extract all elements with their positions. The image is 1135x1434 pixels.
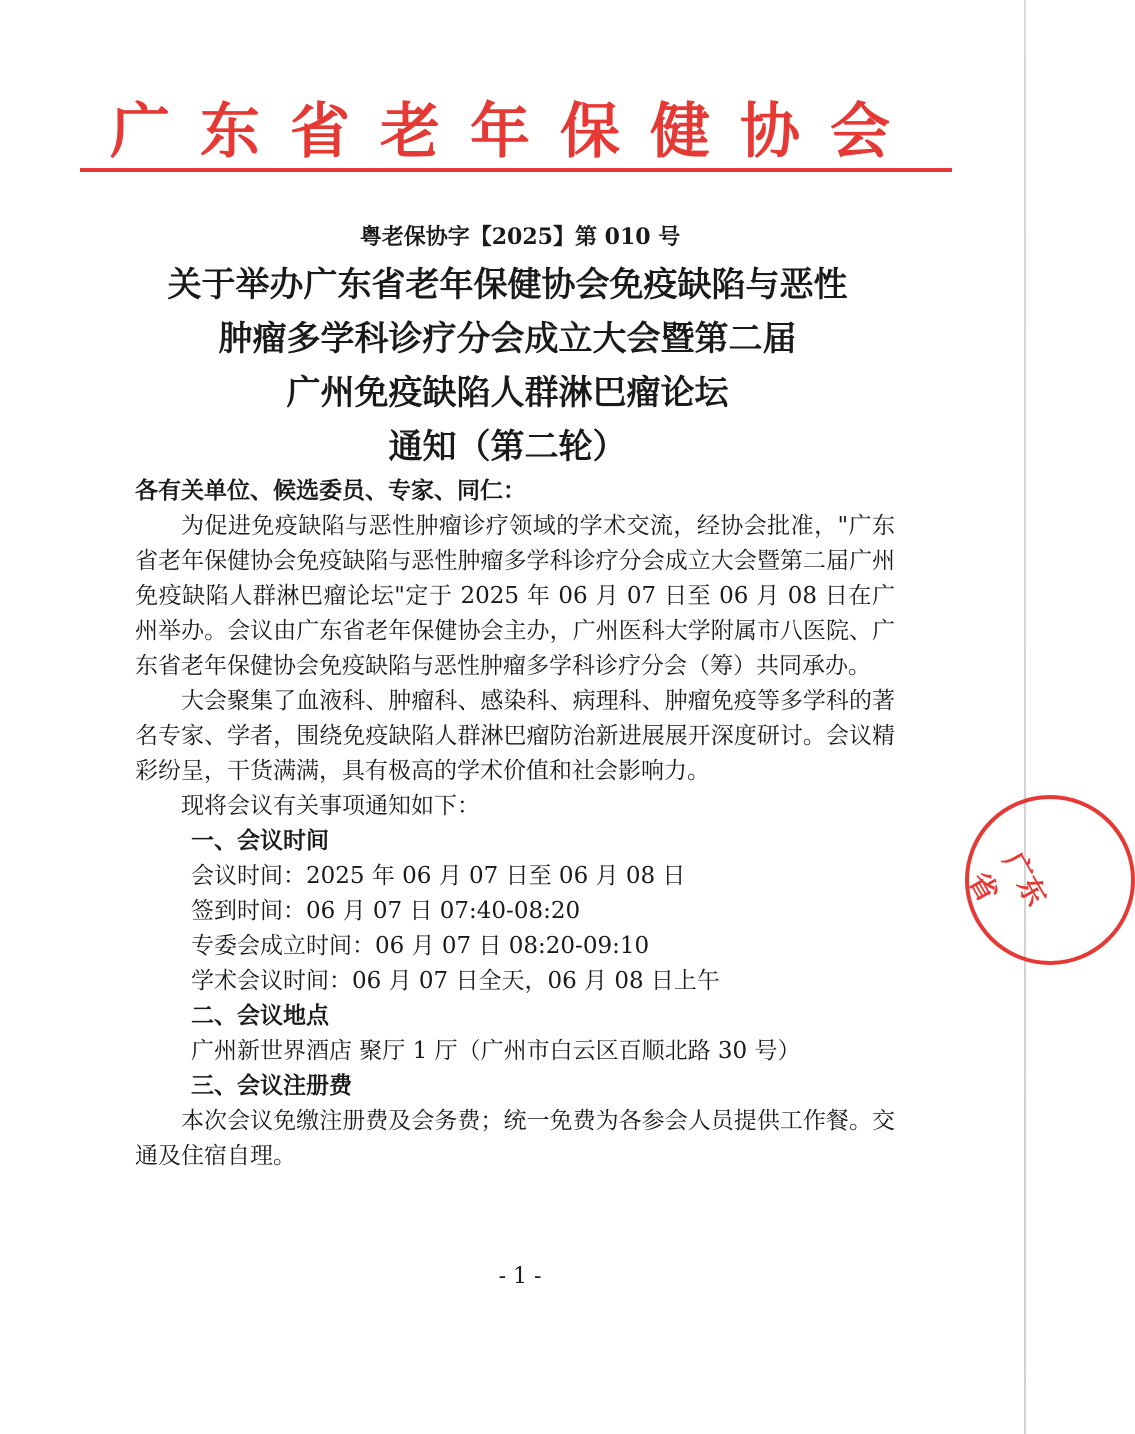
list-item: 签到时间：06 月 07 日 07:40-08:20 bbox=[191, 898, 581, 924]
title-line-1: 关于举办广东省老年保健协会免疫缺陷与恶性 bbox=[167, 265, 848, 305]
page-number: - 1 - bbox=[498, 1264, 542, 1289]
paragraph-fee: 本次会议免缴注册费及会务费；统一免费为各参会人员提供工作餐。交通及住宿自理。 bbox=[135, 1108, 895, 1169]
section-heading-time: 一、会议时间 bbox=[191, 828, 329, 854]
paragraph-intro: 为促进免疫缺陷与恶性肿瘤诊疗领域的学术交流，经协会批准，"广东省老年保健协会免疫缺陷与恶性肿瘤多学科诊疗分会成立大会暨第二届广州免疫缺陷人群淋巴瘤论坛"定于 2025 年 06 月 07 日至 06 月 08 日在广州举办。会议由广东省老年保健协会主办，广州医科大学附属市八医院、广东省老年保健协会免疫缺陷与恶性肿瘤多学科诊疗分会（筹）共同承办。 bbox=[135, 513, 895, 679]
page-edge bbox=[1024, 0, 1026, 1434]
section-heading-fee: 三、会议注册费 bbox=[191, 1073, 352, 1099]
letterhead: 广东省老年保健协会 bbox=[110, 97, 920, 167]
salutation: 各有关单位、候选委员、专家、同仁： bbox=[135, 478, 526, 504]
paragraph-notice: 现将会议有关事项通知如下： bbox=[181, 793, 480, 819]
section-heading-venue: 二、会议地点 bbox=[191, 1003, 329, 1029]
official-seal-text: 广东省 bbox=[962, 846, 1054, 912]
letterhead-red-rule bbox=[80, 168, 952, 172]
document-title bbox=[100, 258, 915, 474]
title-line-3: 广州免疫缺陷人群淋巴瘤论坛 bbox=[286, 373, 729, 413]
title-line-4: 通知（第二轮） bbox=[388, 427, 627, 467]
list-item: 学术会议时间：06 月 07 日全天，06 月 08 日上午 bbox=[191, 968, 720, 994]
list-item: 广州新世界酒店 聚厅 1 厅（广州市白云区百顺北路 30 号） bbox=[191, 1038, 801, 1064]
paragraph-summary: 大会聚集了血液科、肿瘤科、感染科、病理科、肿瘤免疫等多学科的著名专家、学者，围绕免疫缺陷人群淋巴瘤防治新进展展开深度研讨。会议精彩纷呈，干货满满，具有极高的学术价值和社会影响力。 bbox=[135, 688, 895, 784]
list-item: 专委会成立时间：06 月 07 日 08:20-09:10 bbox=[191, 933, 650, 959]
document-body bbox=[135, 474, 895, 1174]
title-line-2: 肿瘤多学科诊疗分会成立大会暨第二届 bbox=[218, 319, 797, 359]
list-item: 会议时间：2025 年 06 月 07 日至 06 月 08 日 bbox=[191, 863, 686, 889]
document-number: 粤老保协字【2025】第 010 号 bbox=[359, 224, 681, 250]
